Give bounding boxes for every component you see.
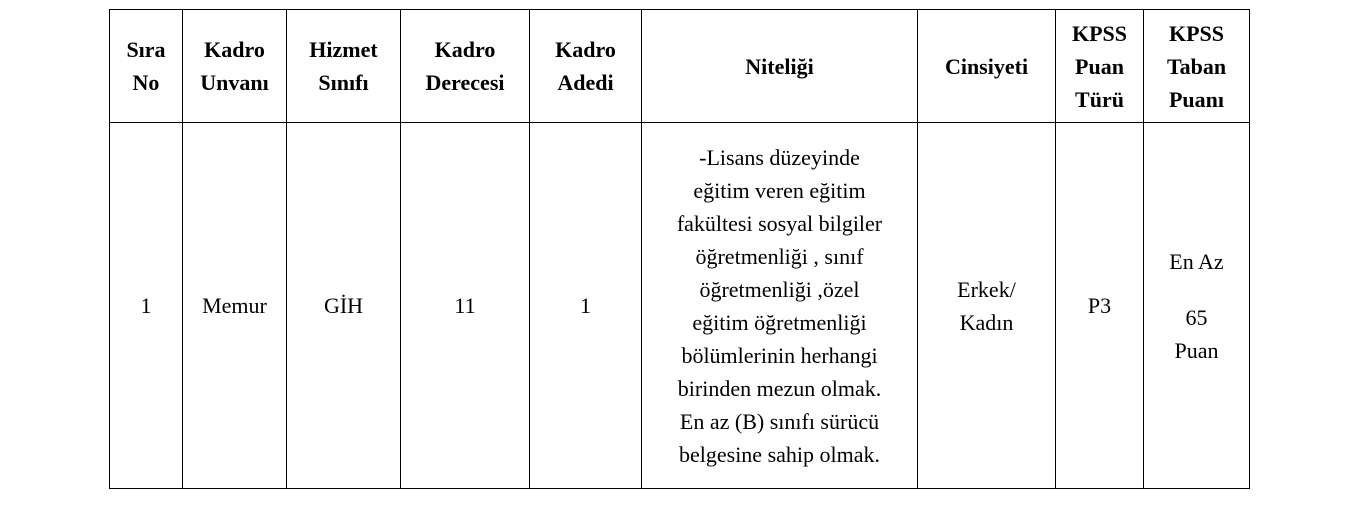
header-row [110,10,1250,123]
header-sira-no: Sıra No [110,10,183,123]
niteligi-line: eğitim veren eğitim [693,177,866,203]
niteligi-line: öğretmenliği , sınıf [695,243,864,269]
header-kadro-unvani: Kadro Unvanı [183,10,287,123]
cell-kadro-unvani: Memur [183,123,287,489]
header-kpss-taban-puani: KPSS Taban Puanı [1144,10,1250,123]
cell-kpss-puan-turu: P3 [1056,123,1144,489]
cell-kadro-adedi: 1 [530,123,642,489]
niteligi-line: En az (B) sınıfı sürücü [679,408,880,434]
cell-kadro-derecesi: 11 [401,123,530,489]
header-kadro-derecesi: Kadro Derecesi [401,10,530,123]
niteligi-line: -Lisans düzeyinde [699,144,860,170]
niteligi-line: eğitim öğretmenliği [692,309,867,335]
niteligi-line: bölümlerinin herhangi [681,342,878,368]
kadro-table [109,9,1250,489]
header-niteligi: Niteliği [642,10,918,123]
header-hizmet-sinifi: Hizmet Sınıfı [287,10,401,123]
header-kpss-puan-turu: KPSS Puan Türü [1056,10,1144,123]
cell-cinsiyeti: Erkek/ Kadın [918,123,1056,489]
table-row [110,123,1250,489]
niteligi-line: belgesine sahip olmak. [678,441,880,467]
cell-niteligi [642,123,918,489]
cell-sira-no: 1 [110,123,183,489]
niteligi-line: fakültesi sosyal bilgiler [676,210,883,236]
niteligi-line: öğretmenliği ,özel [699,276,860,302]
niteligi-line: birinden mezun olmak. [677,375,882,401]
cell-hizmet-sinifi: GİH [287,123,401,489]
cell-kpss-taban-puani: En Az 65 Puan [1144,123,1250,489]
header-kadro-adedi: Kadro Adedi [530,10,642,123]
header-cinsiyeti: Cinsiyeti [918,10,1056,123]
